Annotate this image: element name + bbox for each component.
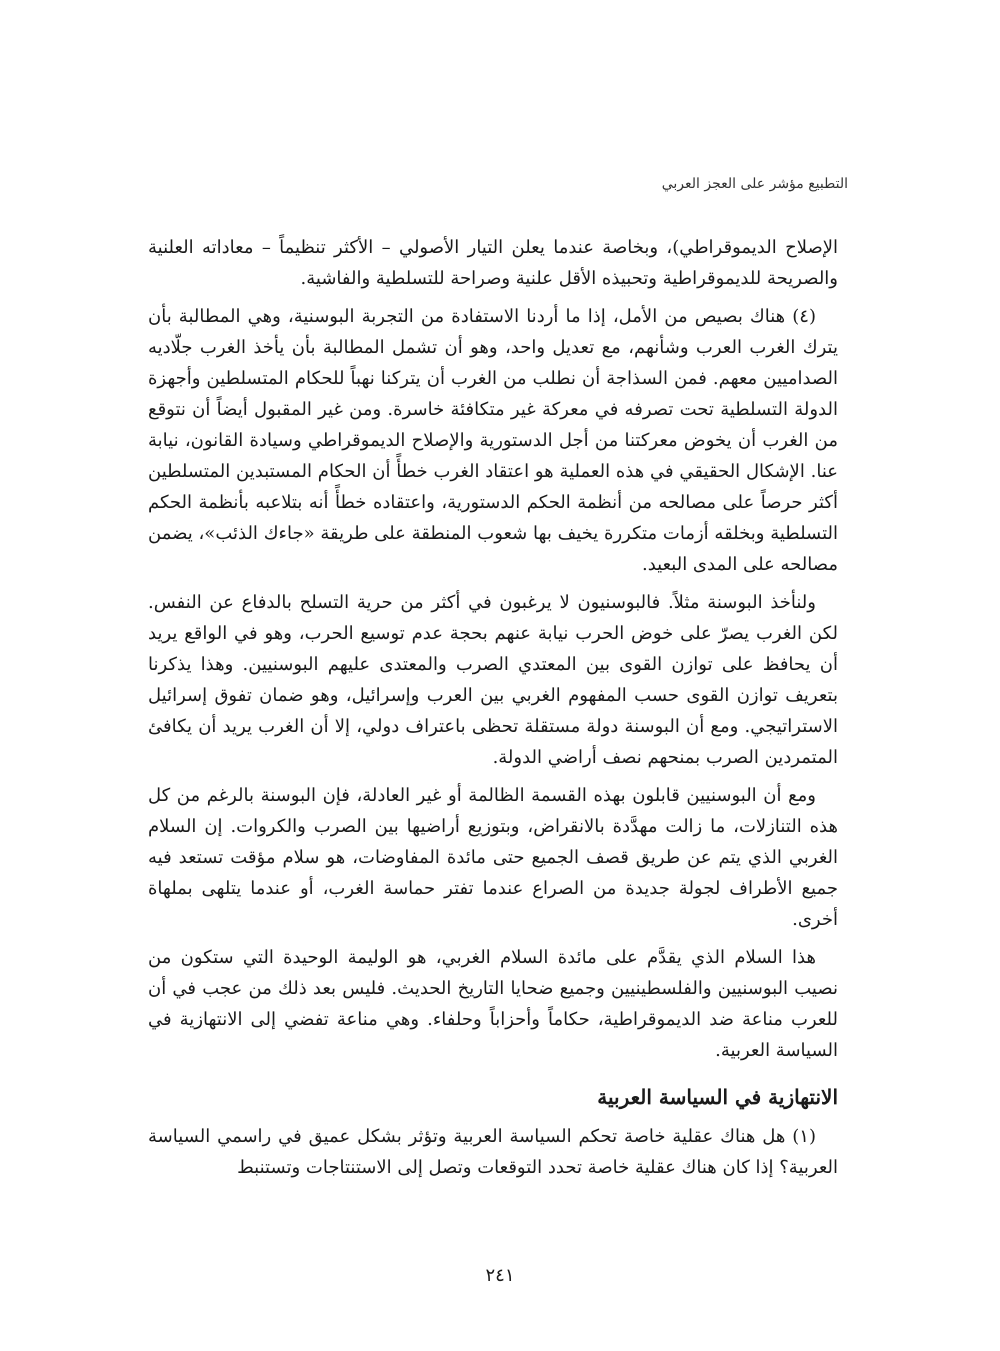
section-heading: الانتهازية في السياسة العربية xyxy=(597,1085,838,1109)
paragraph: ولنأخذ البوسنة مثلاً. فالبوسنيون لا يرغبون في أكثر من حرية التسلح بالدفاع عن النفس. لكن الغرب يصرّ على خوض الحرب نيابة عنهم بحجة عدم توسيع الحرب، وهو في الواقع يريد أن يحافظ على توازن القوى بين المعتدي الصرب والمعتدى عليهم البوسنيين. وهذا يذكرنا بتعريف توازن القوى حسب المفهوم الغربي بين العرب وإسرائيل، وهو ضمان تفوق إسرائيل الاستراتيجي. ومع أن البوسنة دولة مستقلة تحظى باعتراف دولي، إلا أن الغرب يريد أن يكافئ المتمردين الصرب بمنحهم نصف أراضي الدولة. xyxy=(148,592,838,768)
paragraph: هذا السلام الذي يقدَّم على مائدة السلام الغربي، هو الوليمة الوحيدة التي ستكون من نصيب البوسنيين والفلسطينيين وجميع ضحايا التاريخ الحديث. فليس بعد ذلك من عجب في أن للعرب مناعة ضد الديموقراطية، حكاماً وأحزاباً وحلفاء. وهي مناعة تفضي إلى الانتهازية في السياسة العربية. xyxy=(148,947,838,1061)
running-header: التطبيع مؤشر على العجز العربي xyxy=(661,176,848,192)
body-text xyxy=(148,232,838,1190)
paragraph: (٤) هناك بصيص من الأمل، إذا ما أردنا الاستفادة من التجربة البوسنية، وهي المطالبة بأن يترك الغرب العرب وشأنهم، مع تعديل واحد، وهو أن تشمل المطالبة بأن يأخذ الغرب جلّاديه الصداميين معهم. فمن السذاجة أن نطلب من الغرب أن يتركنا نهباً للحكام المتسلطين وأجهزة الدولة التسلطية تحت تصرفه في معركة غير متكافئة خاسرة. ومن غير المقبول أيضاً أن نتوقع من الغرب أن يخوض معركتنا من أجل الدستورية والإصلاح الديموقراطي وسيادة القانون، نيابة عنا. الإشكال الحقيقي في هذه العملية هو اعتقاد الغرب خطأً أن الحكام المستبدين المتسلطين أكثر حرصاً على مصالحه من أنظمة الحكم الدستورية، واعتقاده خطأً أنه بتلاعبه بأنظمة الحكم التسلطية وبخلقه أزمات متكررة يخيف بها شعوب المنطقة على طريقة «جاءك الذئب»، يضمن مصالحه على المدى البعيد. xyxy=(148,306,838,575)
page-number: ٢٤١ xyxy=(485,1265,515,1286)
paragraph: الإصلاح الديموقراطي)، وبخاصة عندما يعلن التيار الأصولي – الأكثر تنظيماً – معاداته العلنية والصريحة للديموقراطية وتحبيذه الأقل علنية وصراحة للتسلطية والفاشية. xyxy=(148,237,838,289)
paragraph: (١) هل هناك عقلية خاصة تحكم السياسة العربية وتؤثر بشكل عميق في راسمي السياسة العربية؟ إذا كان هناك عقلية خاصة تحدد التوقعات وتصل إلى الاستنتاجات وتستنبط xyxy=(148,1126,838,1178)
paragraph: ومع أن البوسنيين قابلون بهذه القسمة الظالمة أو غير العادلة، فإن البوسنة بالرغم من كل هذه التنازلات، ما زالت مهدَّدة بالانقراض، وبتوزيع أراضيها بين الصرب والكروات. إن السلام الغربي الذي يتم عن طريق قصف الجميع حتى مائدة المفاوضات، هو سلام مؤقت تستعد فيه جميع الأطراف لجولة جديدة من الصراع عندما تفتر حماسة الغرب، أو عندما يتلهى بملهاة أخرى. xyxy=(148,785,838,930)
